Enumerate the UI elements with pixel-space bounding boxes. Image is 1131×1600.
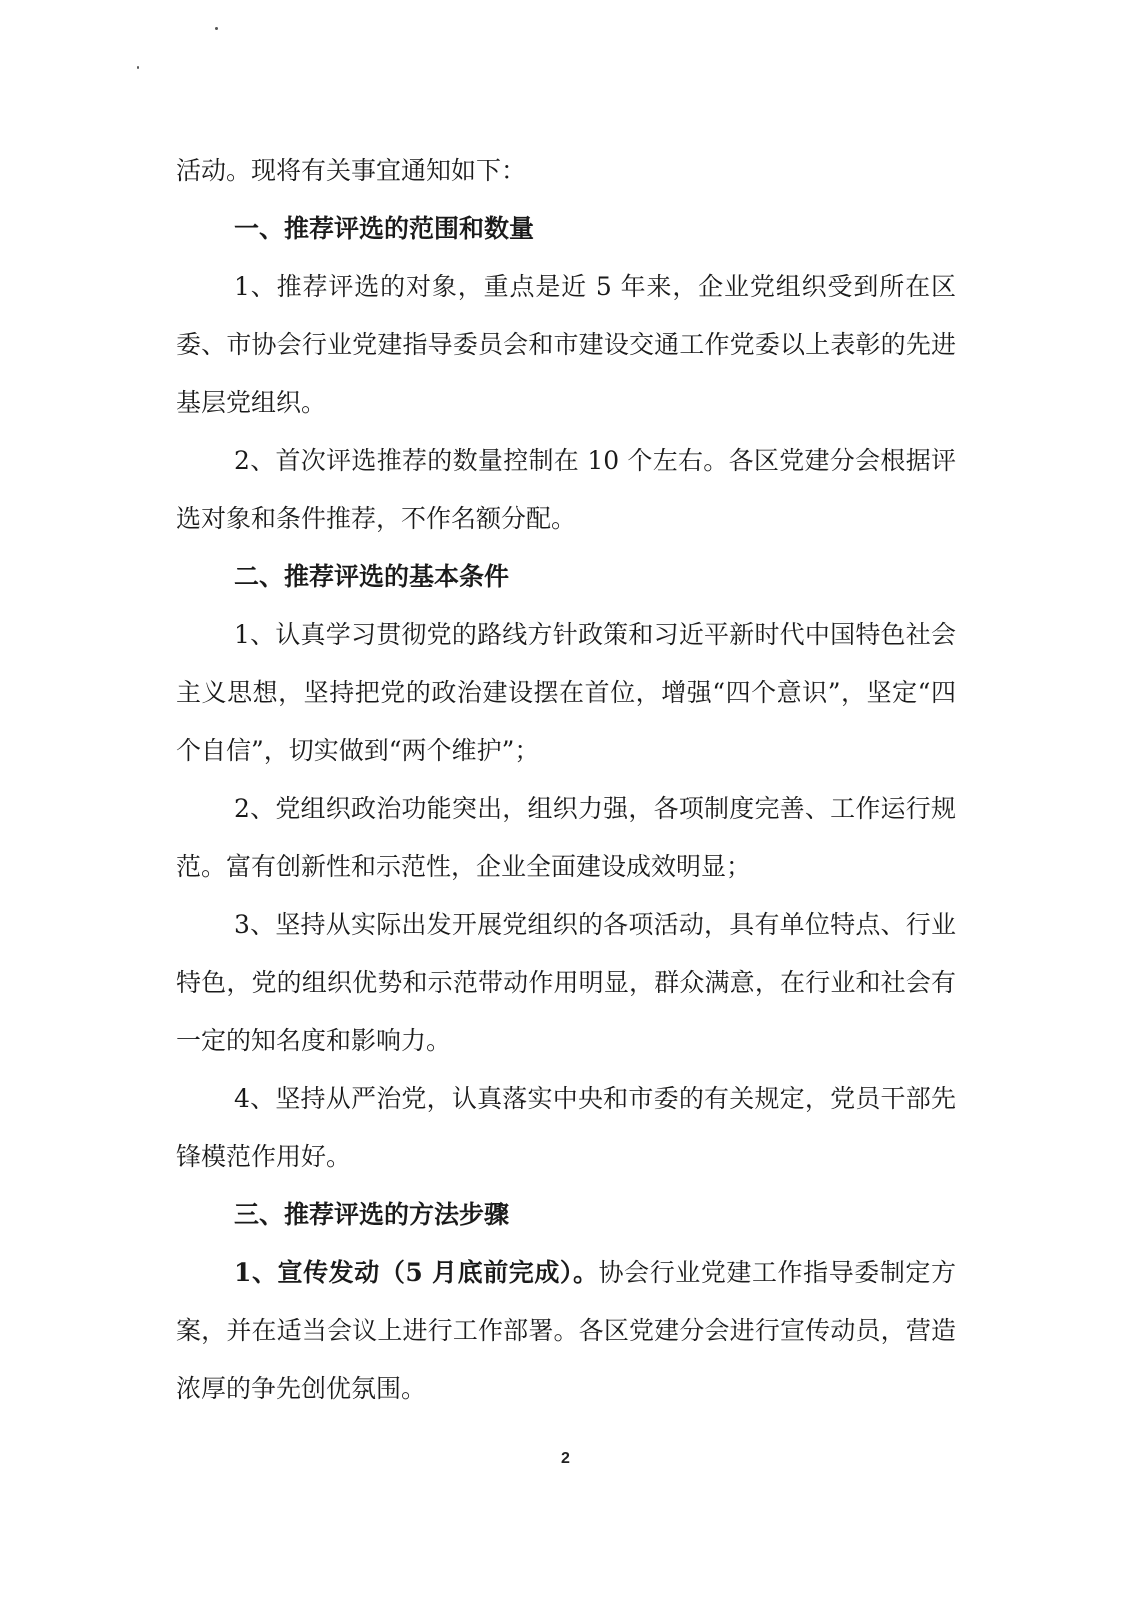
- scan-speck: [215, 27, 218, 30]
- section-heading-3: 三、推荐评选的方法步骤: [234, 1200, 510, 1229]
- document-body: [176, 142, 956, 1418]
- section-heading-1: 一、推荐评选的范围和数量: [234, 214, 535, 243]
- paragraph-1-1: 1、推荐评选的对象，重点是近 5 年来，企业党组织受到所在区委、市协会行业党建指导委员会和市建设交通工作党委以上表彰的先进基层党组织。: [176, 272, 956, 417]
- paragraph-3-1-lead: 1、宣传发动（5 月底前完成）。: [234, 1258, 599, 1287]
- paragraph-2-1: 1、认真学习贯彻党的路线方针政策和习近平新时代中国特色社会主义思想，坚持把党的政治建设摆在首位，增强“四个意识”，坚定“四个自信”，切实做到“两个维护”；: [176, 620, 956, 765]
- paragraph-3-1: [176, 1244, 956, 1418]
- page-number: 2: [561, 1450, 570, 1467]
- scan-speck: [137, 66, 139, 69]
- paragraph-2-3: 3、坚持从实际出发开展党组织的各项活动，具有单位特点、行业特色，党的组织优势和示范带动作用明显，群众满意，在行业和社会有一定的知名度和影响力。: [176, 910, 956, 1055]
- paragraph-1-2: 2、首次评选推荐的数量控制在 10 个左右。各区党建分会根据评选对象和条件推荐，不作名额分配。: [176, 446, 956, 533]
- paragraph-2-4: 4、坚持从严治党，认真落实中央和市委的有关规定，党员干部先锋模范作用好。: [176, 1084, 956, 1171]
- paragraph-3-1-text: 协会行业党建工作指导委制定方案，并在适当会议上进行工作部署。各区党建分会进行宣传动员，营造浓厚的争先创优氛围。: [176, 1258, 956, 1403]
- paragraph-2-2: 2、党组织政治功能突出，组织力强，各项制度完善、工作运行规范。富有创新性和示范性，企业全面建设成效明显；: [176, 794, 956, 881]
- paragraph-intro: 活动。现将有关事宜通知如下：: [176, 156, 527, 185]
- section-heading-2: 二、推荐评选的基本条件: [234, 562, 510, 591]
